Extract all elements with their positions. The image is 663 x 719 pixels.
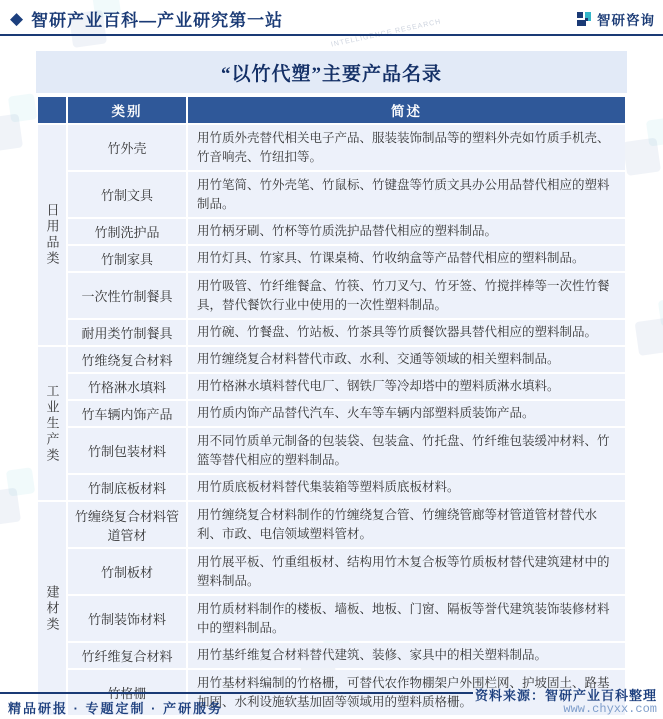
category-cell: 竹维绕复合材料: [68, 347, 186, 372]
group-label-building: 建材类: [38, 502, 66, 715]
title-band: [36, 51, 627, 93]
description-cell: 用竹基材料编制的竹格栅，可替代农作物棚架户外围栏网、护坡固土、路基加固、水利设施软基加固等领域用的塑料质格栅。: [188, 670, 625, 715]
table-row: [38, 273, 625, 318]
corner-logo: [576, 9, 655, 29]
category-cell: 竹车辆内饰产品: [68, 401, 186, 426]
table-row: [38, 172, 625, 217]
description-cell: 用竹缠绕复合材料制作的竹缠绕复合管、竹缠绕管廊等材管道管材替代水利、市政、电信领域塑料管材。: [188, 502, 625, 547]
column-header-description: 简述: [188, 97, 625, 123]
description-cell: 用竹展平板、竹重组板材、结构用竹木复合板等竹质板材替代建筑建材中的塑料制品。: [188, 549, 625, 594]
description-cell: 用竹柄牙刷、竹杯等竹质洗护品替代相应的塑料制品。: [188, 219, 625, 244]
category-cell: 竹制家具: [68, 246, 186, 271]
category-cell: 竹制板材: [68, 549, 186, 594]
table-row: [38, 320, 625, 345]
table-row: [38, 125, 625, 170]
category-cell: 耐用类竹制餐具: [68, 320, 186, 345]
zhiyan-logo-icon: [576, 11, 592, 27]
footer-source: 资料来源：智研产业百科整理: [474, 688, 657, 703]
description-cell: 用竹缠绕复合材料替代市政、水利、交通等领域的相关塑料制品。: [188, 347, 625, 372]
table-row: [38, 401, 625, 426]
table-row: [38, 502, 625, 547]
description-cell: 用竹质内饰产品替代汽车、火车等车辆内部塑料质装饰产品。: [188, 401, 625, 426]
category-cell: 竹格栅: [68, 670, 186, 715]
description-cell: 用竹基纤维复合材料替代建筑、装修、家具中的相关塑料制品。: [188, 643, 625, 668]
page-title: “以竹代塑”主要产品名录: [220, 63, 442, 85]
category-cell: 竹制底板材料: [68, 475, 186, 500]
products-table: [36, 95, 627, 717]
category-cell: 一次性竹制餐具: [68, 273, 186, 318]
brand: [10, 6, 283, 31]
watermark-logo: [632, 296, 663, 364]
diamond-icon: ◆: [10, 9, 24, 28]
category-cell: 竹制洗护品: [68, 219, 186, 244]
table-row: [38, 347, 625, 372]
description-cell: 用竹质材料制作的楼板、墙板、地板、门窗、隔板等誉代建筑装饰装修材料中的塑料制品。: [188, 596, 625, 641]
footer-divider: [0, 692, 473, 694]
table-header-row: [38, 97, 625, 123]
footer-services: 精品研报 · 专题定制 · 产研服务: [8, 701, 224, 716]
description-cell: 用竹灯具、竹家具、竹课桌椅、竹收纳盒等产品替代相应的塑料制品。: [188, 246, 625, 271]
description-cell: 用不同竹质单元制备的包装袋、包装盒、竹托盘、竹纤维包装缓冲材料、竹篮等替代相应的塑料制品。: [188, 428, 625, 473]
table-row: [38, 596, 625, 641]
category-cell: 竹制包装材料: [68, 428, 186, 473]
category-cell: 竹制文具: [68, 172, 186, 217]
corner-logo-label: 智研咨询: [597, 13, 655, 28]
watermark-text: INTELLIGENCE RESEARCH: [330, 18, 442, 49]
table-row: [38, 643, 625, 668]
category-cell: 竹纤维复合材料: [68, 643, 186, 668]
description-cell: 用竹笔简、竹外壳笔、竹鼠标、竹键盘等竹质文具办公用品替代相应的塑料制品。: [188, 172, 625, 217]
brand-title: 智研产业百科—产业研究第一站: [31, 11, 284, 30]
category-cell: 竹制装饰材料: [68, 596, 186, 641]
group-label-daily: 日用品类: [38, 125, 66, 345]
corner-cell: [38, 97, 66, 123]
group-label-industrial: 工业生产类: [38, 347, 66, 500]
table-row: [38, 475, 625, 500]
table-row: [38, 246, 625, 271]
table-row: [38, 374, 625, 399]
description-cell: 用竹吸管、竹纤维餐盒、竹筷、竹刀叉勺、竹牙签、竹搅拌棒等一次性竹餐具，替代餐饮行业中使用的一次性塑料制品。: [188, 273, 625, 318]
description-cell: 用竹质外壳替代相关电子产品、服装装饰制品等的塑料外壳如竹质手机壳、竹音响壳、竹纽扣等。: [188, 125, 625, 170]
column-header-category: 类别: [68, 97, 186, 123]
table-row: [38, 219, 625, 244]
description-cell: 用竹质底板材料替代集装箱等塑料质底板材料。: [188, 475, 625, 500]
category-cell: 竹缠绕复合材料管道管材: [68, 502, 186, 547]
category-cell: 竹格淋水填料: [68, 374, 186, 399]
footer-website-link[interactable]: www.chyxx.com: [563, 702, 657, 716]
category-cell: 竹外壳: [68, 125, 186, 170]
table-row: [38, 428, 625, 473]
description-cell: 用竹格淋水填料替代电厂、钢铁厂等冷却塔中的塑料质淋水填料。: [188, 374, 625, 399]
header-bar: [0, 0, 663, 36]
description-cell: 用竹碗、竹餐盘、竹站板、竹茶具等竹质餐饮器具替代相应的塑料制品。: [188, 320, 625, 345]
table-row: [38, 549, 625, 594]
